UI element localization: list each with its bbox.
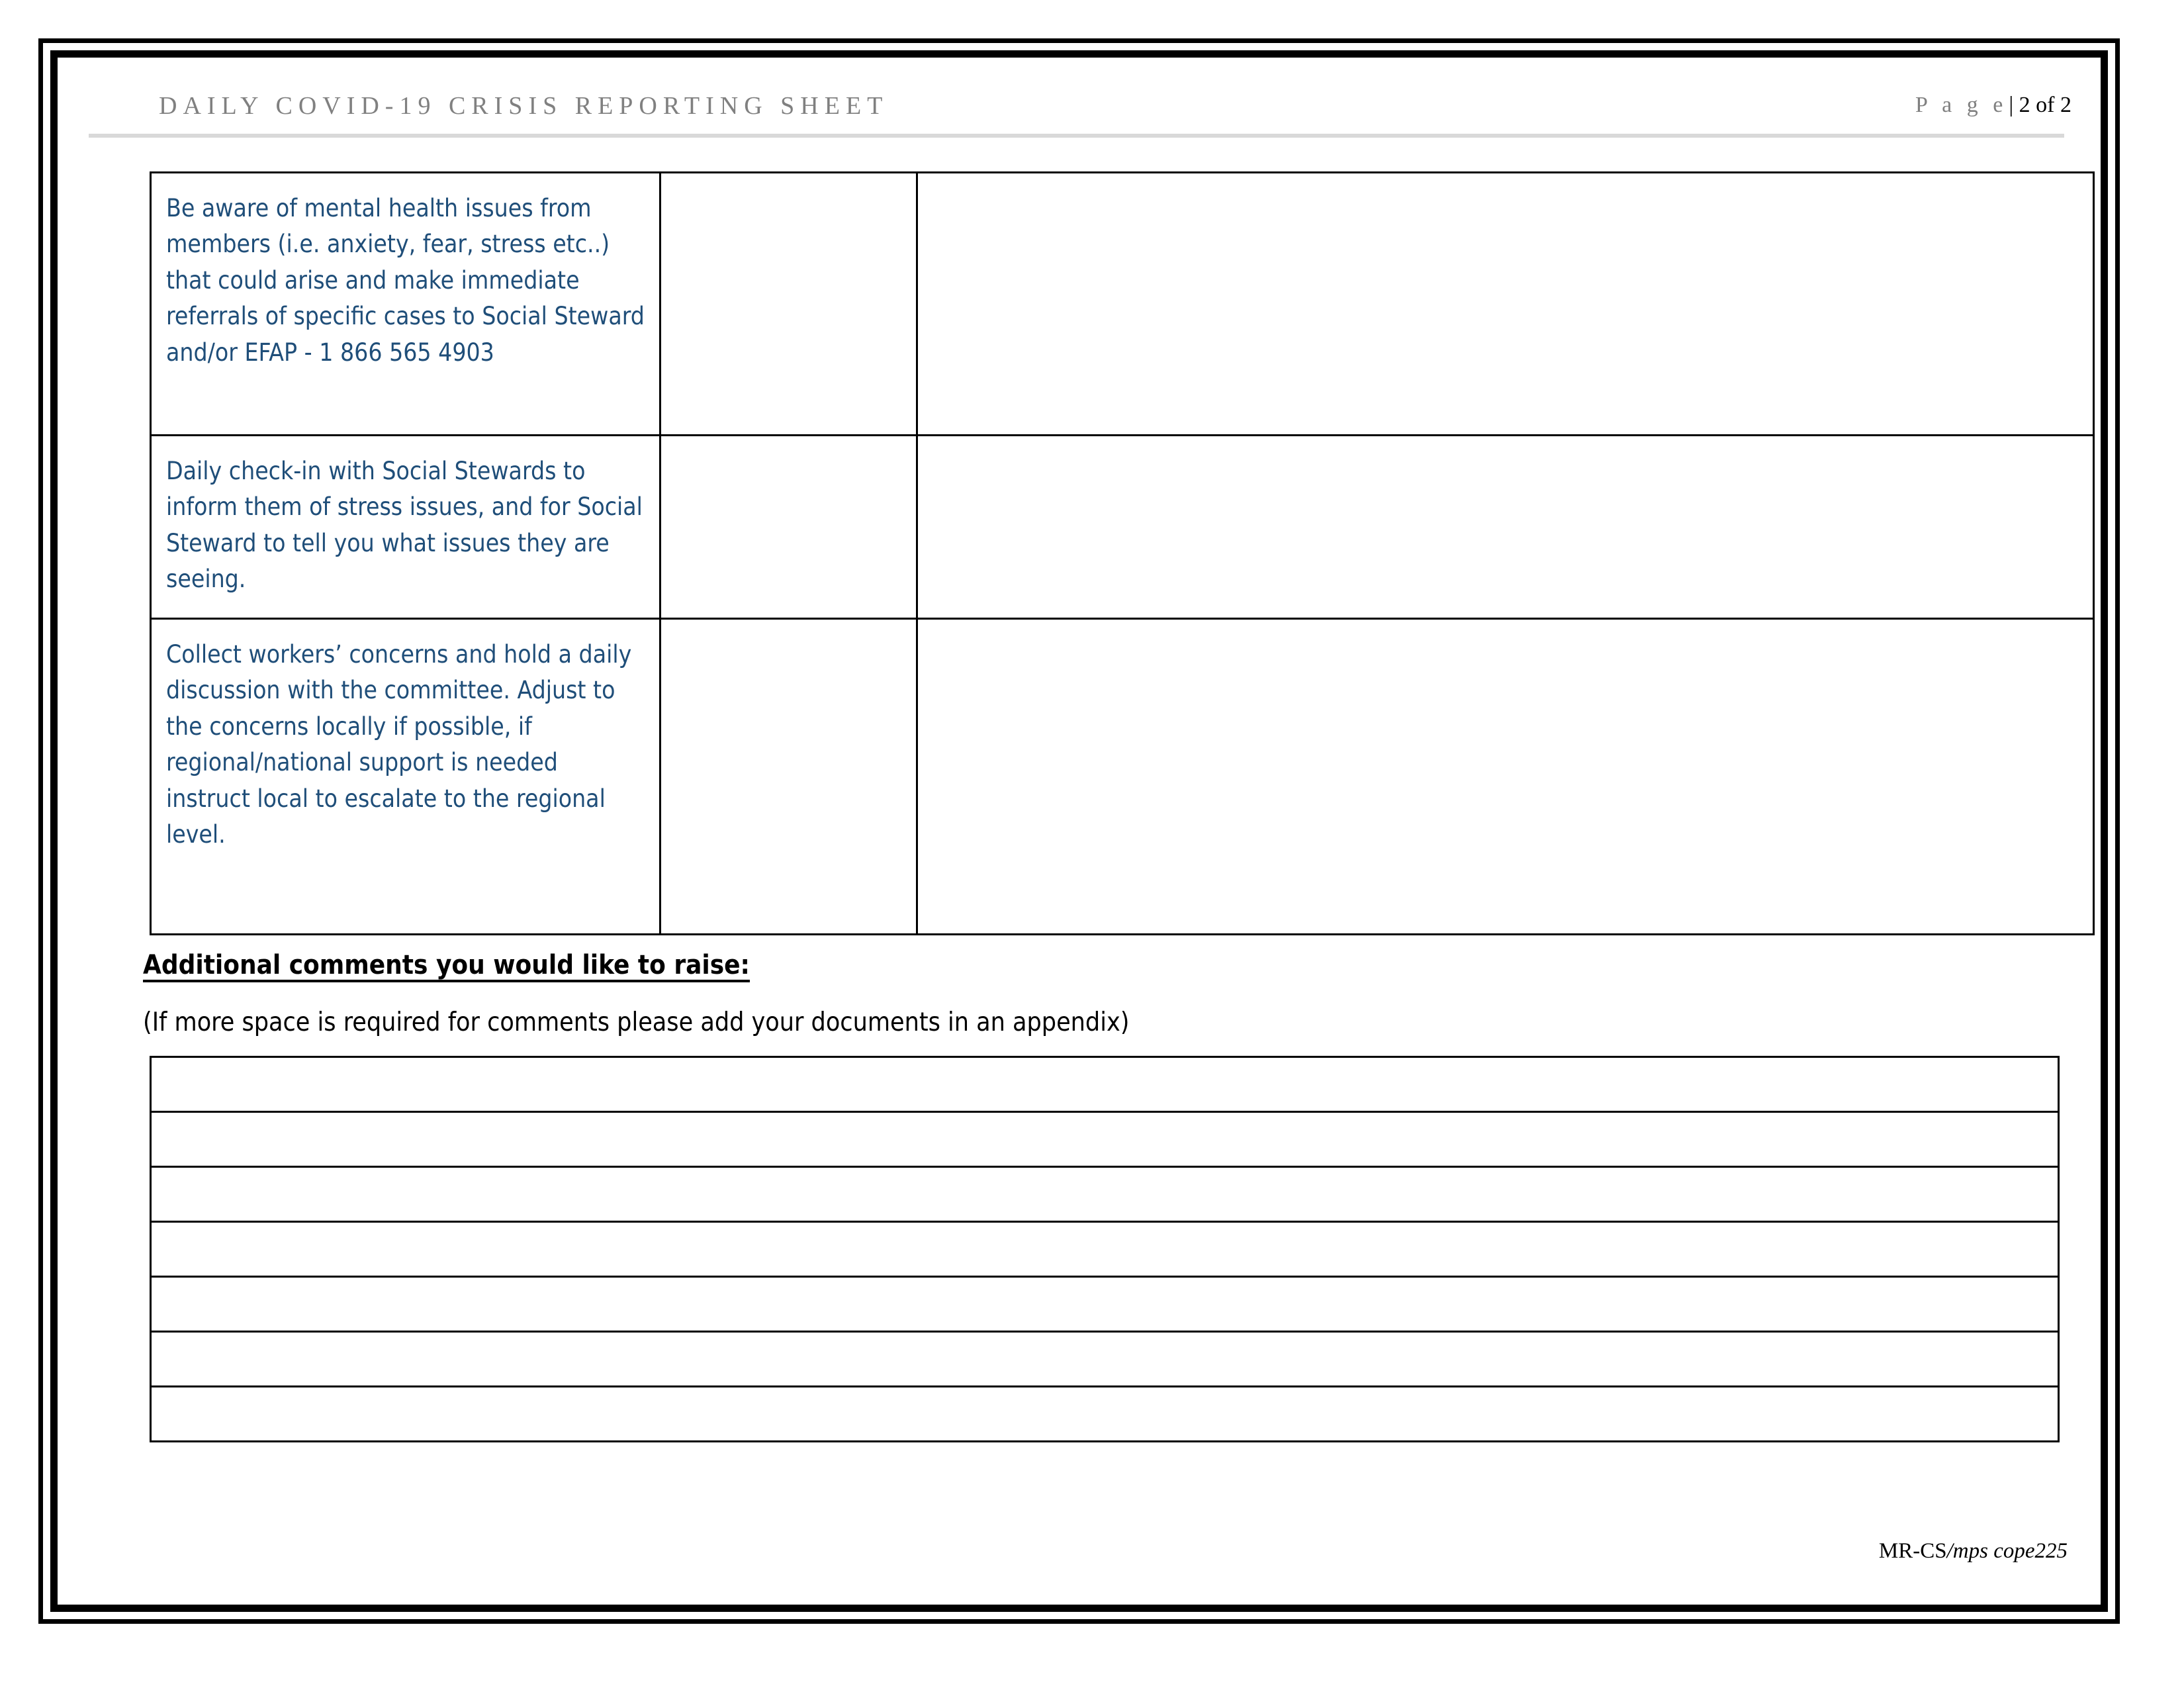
header-divider-rule [89, 134, 2064, 138]
task-description-text: Collect workers’ concerns and hold a daily discussion with the committee. Adjust to the concerns locally if possible, if regional/national support is needed instruct local to escalate to the regional level. [166, 640, 632, 849]
comment-line-row [151, 1112, 2059, 1167]
footer-reference: /mps cope225 [1946, 1539, 2068, 1563]
comment-line-cell[interactable] [151, 1387, 2059, 1442]
table-row [151, 619, 2094, 935]
comment-line-cell[interactable] [151, 1112, 2059, 1167]
page-word-label: P a g e [1915, 93, 2008, 117]
task-notes-cell[interactable] [917, 173, 2094, 436]
page-number-indicator [1915, 93, 2071, 118]
page-title: DAILY COVID-19 CRISIS REPORTING SHEET [159, 92, 889, 120]
task-description-cell [151, 436, 660, 619]
task-description-text: Be aware of mental health issues from members (i.e. anxiety, fear, stress etc..) that could arise and make immediate referrals of specific cases to Social Steward and/or EFAP - 1 866 565 4903 [166, 194, 645, 367]
comment-line-row [151, 1222, 2059, 1277]
additional-comments-heading: Additional comments you would like to raise: [143, 950, 750, 980]
comment-line-row [151, 1167, 2059, 1222]
footer-code: MR-CS [1878, 1539, 1947, 1563]
comment-line-cell[interactable] [151, 1277, 2059, 1332]
comment-line-cell[interactable] [151, 1057, 2059, 1112]
task-status-cell[interactable] [660, 173, 917, 436]
document-footer [1879, 1539, 2068, 1564]
table-row [151, 436, 2094, 619]
document-header [86, 86, 2071, 146]
task-notes-cell[interactable] [917, 436, 2094, 619]
table-row [151, 173, 2094, 436]
additional-comments-subtext: (If more space is required for comments please add your documents in an appendix) [143, 1008, 1130, 1037]
task-status-cell[interactable] [660, 619, 917, 935]
page-number-value: 2 of 2 [2019, 93, 2071, 117]
additional-comments-table [150, 1056, 2060, 1442]
comment-line-cell[interactable] [151, 1167, 2059, 1222]
page-separator: | [2009, 93, 2014, 117]
comment-line-row [151, 1387, 2059, 1442]
task-description-cell [151, 173, 660, 436]
comment-line-row [151, 1057, 2059, 1112]
task-status-cell[interactable] [660, 436, 917, 619]
page-content [86, 86, 2071, 1589]
comment-line-row [151, 1332, 2059, 1387]
comment-line-cell[interactable] [151, 1222, 2059, 1277]
task-description-cell [151, 619, 660, 935]
task-notes-cell[interactable] [917, 619, 2094, 935]
task-description-text: Daily check-in with Social Stewards to inform them of stress issues, and for Social Steward to tell you what issues they are seeing. [166, 457, 643, 594]
comment-line-cell[interactable] [151, 1332, 2059, 1387]
comment-line-row [151, 1277, 2059, 1332]
task-table [150, 171, 2095, 935]
